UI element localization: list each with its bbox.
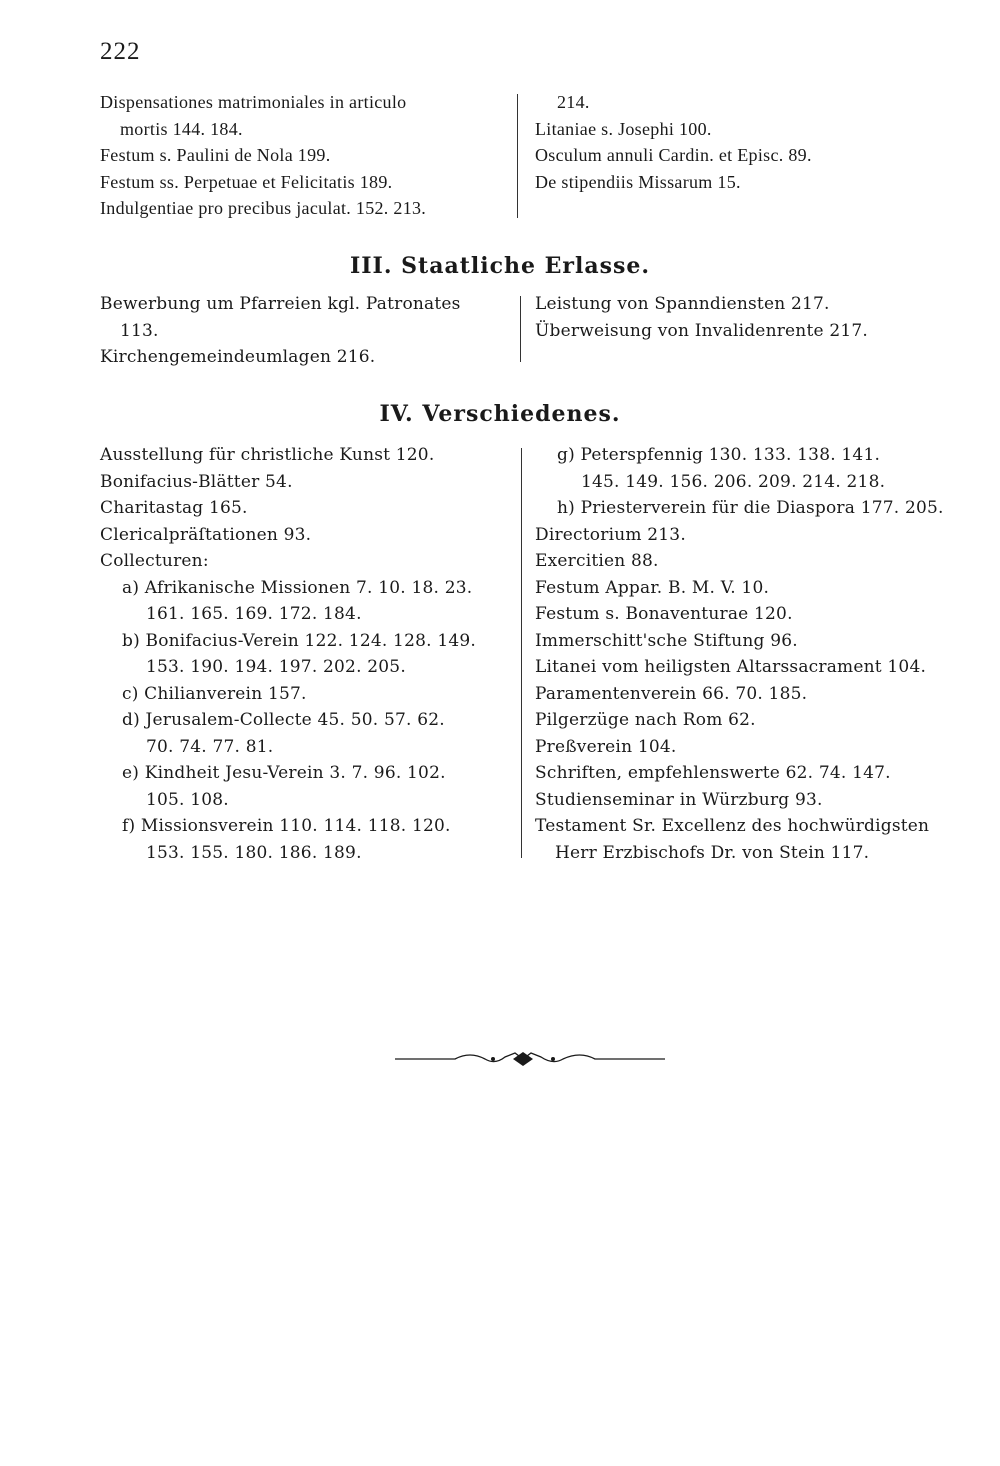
index-entry-line: Collecturen:: [100, 551, 209, 571]
index-entry: [535, 495, 965, 522]
index-entry: [535, 89, 955, 116]
index-entry-line: Osculum annuli Cardin. et Episc. 89.: [535, 145, 812, 165]
index-entry-continuation: 105. 108.: [146, 789, 229, 810]
index-entry-continuation: 113.: [120, 320, 159, 341]
index-entry-line: Exercitien 88.: [535, 551, 659, 571]
index-entry-line: Ausstellung für christliche Kunst 120.: [100, 445, 435, 465]
section-ii-right-column: [535, 89, 955, 195]
index-entry-continuation: 153. 155. 180. 186. 189.: [146, 842, 362, 863]
index-entry: [535, 318, 955, 345]
index-entry-line: De stipendiis Missarum 15.: [535, 171, 741, 192]
index-entry: [535, 628, 965, 655]
index-entry: [100, 628, 515, 681]
index-entry-line: Leistung von Spanndiensten 217.: [535, 294, 830, 314]
index-entry-line: Schriften, empfehlenswerte 62. 74. 147.: [535, 763, 891, 783]
index-entry: [100, 169, 510, 196]
index-entry: [100, 291, 510, 344]
index-entry: [100, 469, 515, 496]
index-entry-continuation: 153. 190. 194. 197. 202. 205.: [146, 657, 406, 677]
index-entry: [100, 442, 515, 469]
index-entry: [535, 734, 965, 761]
index-entry-continuation: 161. 165. 169. 172. 184.: [146, 604, 362, 624]
index-entry-line: Festum s. Bonaventurae 120.: [535, 604, 793, 624]
index-entry: [535, 654, 965, 681]
section-iii-heading: III. Staatliche Erlasse.: [349, 253, 651, 279]
index-entry: [100, 495, 515, 522]
section-iv-right-column: [535, 442, 965, 866]
page-number: 222: [100, 38, 141, 65]
index-entry-continuation: 70. 74. 77. 81.: [146, 736, 274, 757]
index-entry: [535, 548, 965, 575]
index-entry: [100, 548, 515, 575]
index-entry: [100, 681, 515, 708]
index-entry-line: e) Kindheit Jesu-Verein 3. 7. 96. 102.: [122, 763, 446, 783]
index-entry-line: Litanei vom heiligsten Altarssacrament 104.: [535, 657, 927, 677]
index-entry: [535, 142, 955, 169]
index-entry: [100, 707, 515, 760]
section-iii-right-column: [535, 291, 955, 344]
index-entry: [100, 522, 515, 549]
index-entry-line: Kirchengemeindeumlagen 216.: [100, 347, 376, 367]
index-entry: [535, 442, 965, 495]
index-entry: [535, 116, 955, 143]
section-iv-divider: [521, 448, 522, 858]
index-entry: [535, 291, 955, 318]
index-entry: [535, 760, 965, 787]
index-entry-line: Clericalpräſtationen 93.: [100, 524, 312, 545]
section-iv-heading: IV. Verschiedenes.: [379, 401, 621, 427]
index-entry-line: Preßverein 104.: [535, 736, 677, 757]
end-ornament: [395, 1047, 665, 1071]
index-entry: [535, 707, 965, 734]
index-entry-line: d) Jerusalem-Collecte 45. 50. 57. 62.: [122, 710, 445, 730]
index-entry: [535, 522, 965, 549]
index-entry-line: Testament Sr. Excellenz des hochwürdigsten: [535, 816, 930, 836]
index-entry: [100, 142, 510, 169]
index-entry: [535, 787, 965, 814]
section-ii-left-column: [100, 89, 510, 222]
index-entry-line: 214.: [557, 92, 590, 112]
index-entry: [535, 575, 965, 602]
index-entry-line: Festum s. Paulini de Nola 199.: [100, 145, 331, 165]
index-entry: [100, 813, 515, 866]
index-entry-line: g) Peterspfennig 130. 133. 138. 141.: [557, 445, 881, 465]
index-entry-line: Pilgerzüge nach Rom 62.: [535, 710, 756, 730]
index-entry-line: Festum Appar. B. M. V. 10.: [535, 577, 770, 598]
index-entry-continuation: mortis 144. 184.: [120, 118, 243, 139]
index-entry-continuation: 145. 149. 156. 206. 209. 214. 218.: [581, 471, 886, 492]
index-entry-line: b) Bonifacius-Verein 122. 124. 128. 149.: [122, 630, 476, 651]
index-entry-line: Paramentenverein 66. 70. 185.: [535, 683, 808, 704]
index-entry: [535, 601, 965, 628]
index-entry-line: Litaniae s. Josephi 100.: [535, 118, 712, 139]
index-entry-line: f) Missionsverein 110. 114. 118. 120.: [122, 816, 451, 836]
index-entry-line: Immerschitt'sche Stiftung 96.: [535, 630, 798, 651]
index-entry-line: h) Priesterverein für die Diaspora 177. 205.: [557, 498, 944, 518]
index-entry: [535, 813, 965, 866]
index-entry: [100, 344, 510, 371]
index-entry-line: Bonifacius-Blätter 54.: [100, 471, 293, 492]
section-ii-divider: [517, 94, 518, 218]
index-entry: [100, 575, 515, 628]
section-iii-left-column: [100, 291, 510, 371]
index-entry: [100, 89, 510, 142]
index-entry-line: Bewerbung um Pfarreien kgl. Patronates: [100, 294, 461, 314]
index-entry: [535, 681, 965, 708]
index-entry: [100, 760, 515, 813]
index-entry-continuation: Herr Erzbischofs Dr. von Stein 117.: [555, 842, 870, 863]
index-entry-line: Directorium 213.: [535, 524, 686, 545]
index-entry-line: a) Afrikanische Missionen 7. 10. 18. 23.: [122, 577, 473, 598]
index-entry: [535, 169, 955, 196]
index-entry-line: Festum ss. Perpetuae et Felicitatis 189.: [100, 171, 393, 192]
index-entry-line: Dispensationes matrimoniales in articulo: [100, 92, 407, 112]
index-entry: [100, 195, 510, 222]
section-iv-left-column: [100, 442, 515, 866]
section-iii-divider: [520, 296, 521, 362]
index-entry-line: Charitastag 165.: [100, 498, 248, 518]
index-entry-line: c) Chilianverein 157.: [122, 683, 307, 704]
index-entry-line: Indulgentiae pro precibus jaculat. 152. 213.: [100, 198, 427, 218]
index-entry-line: Überweisung von Invalidenrente 217.: [535, 320, 868, 341]
index-entry-line: Studienseminar in Würzburg 93.: [535, 789, 823, 810]
